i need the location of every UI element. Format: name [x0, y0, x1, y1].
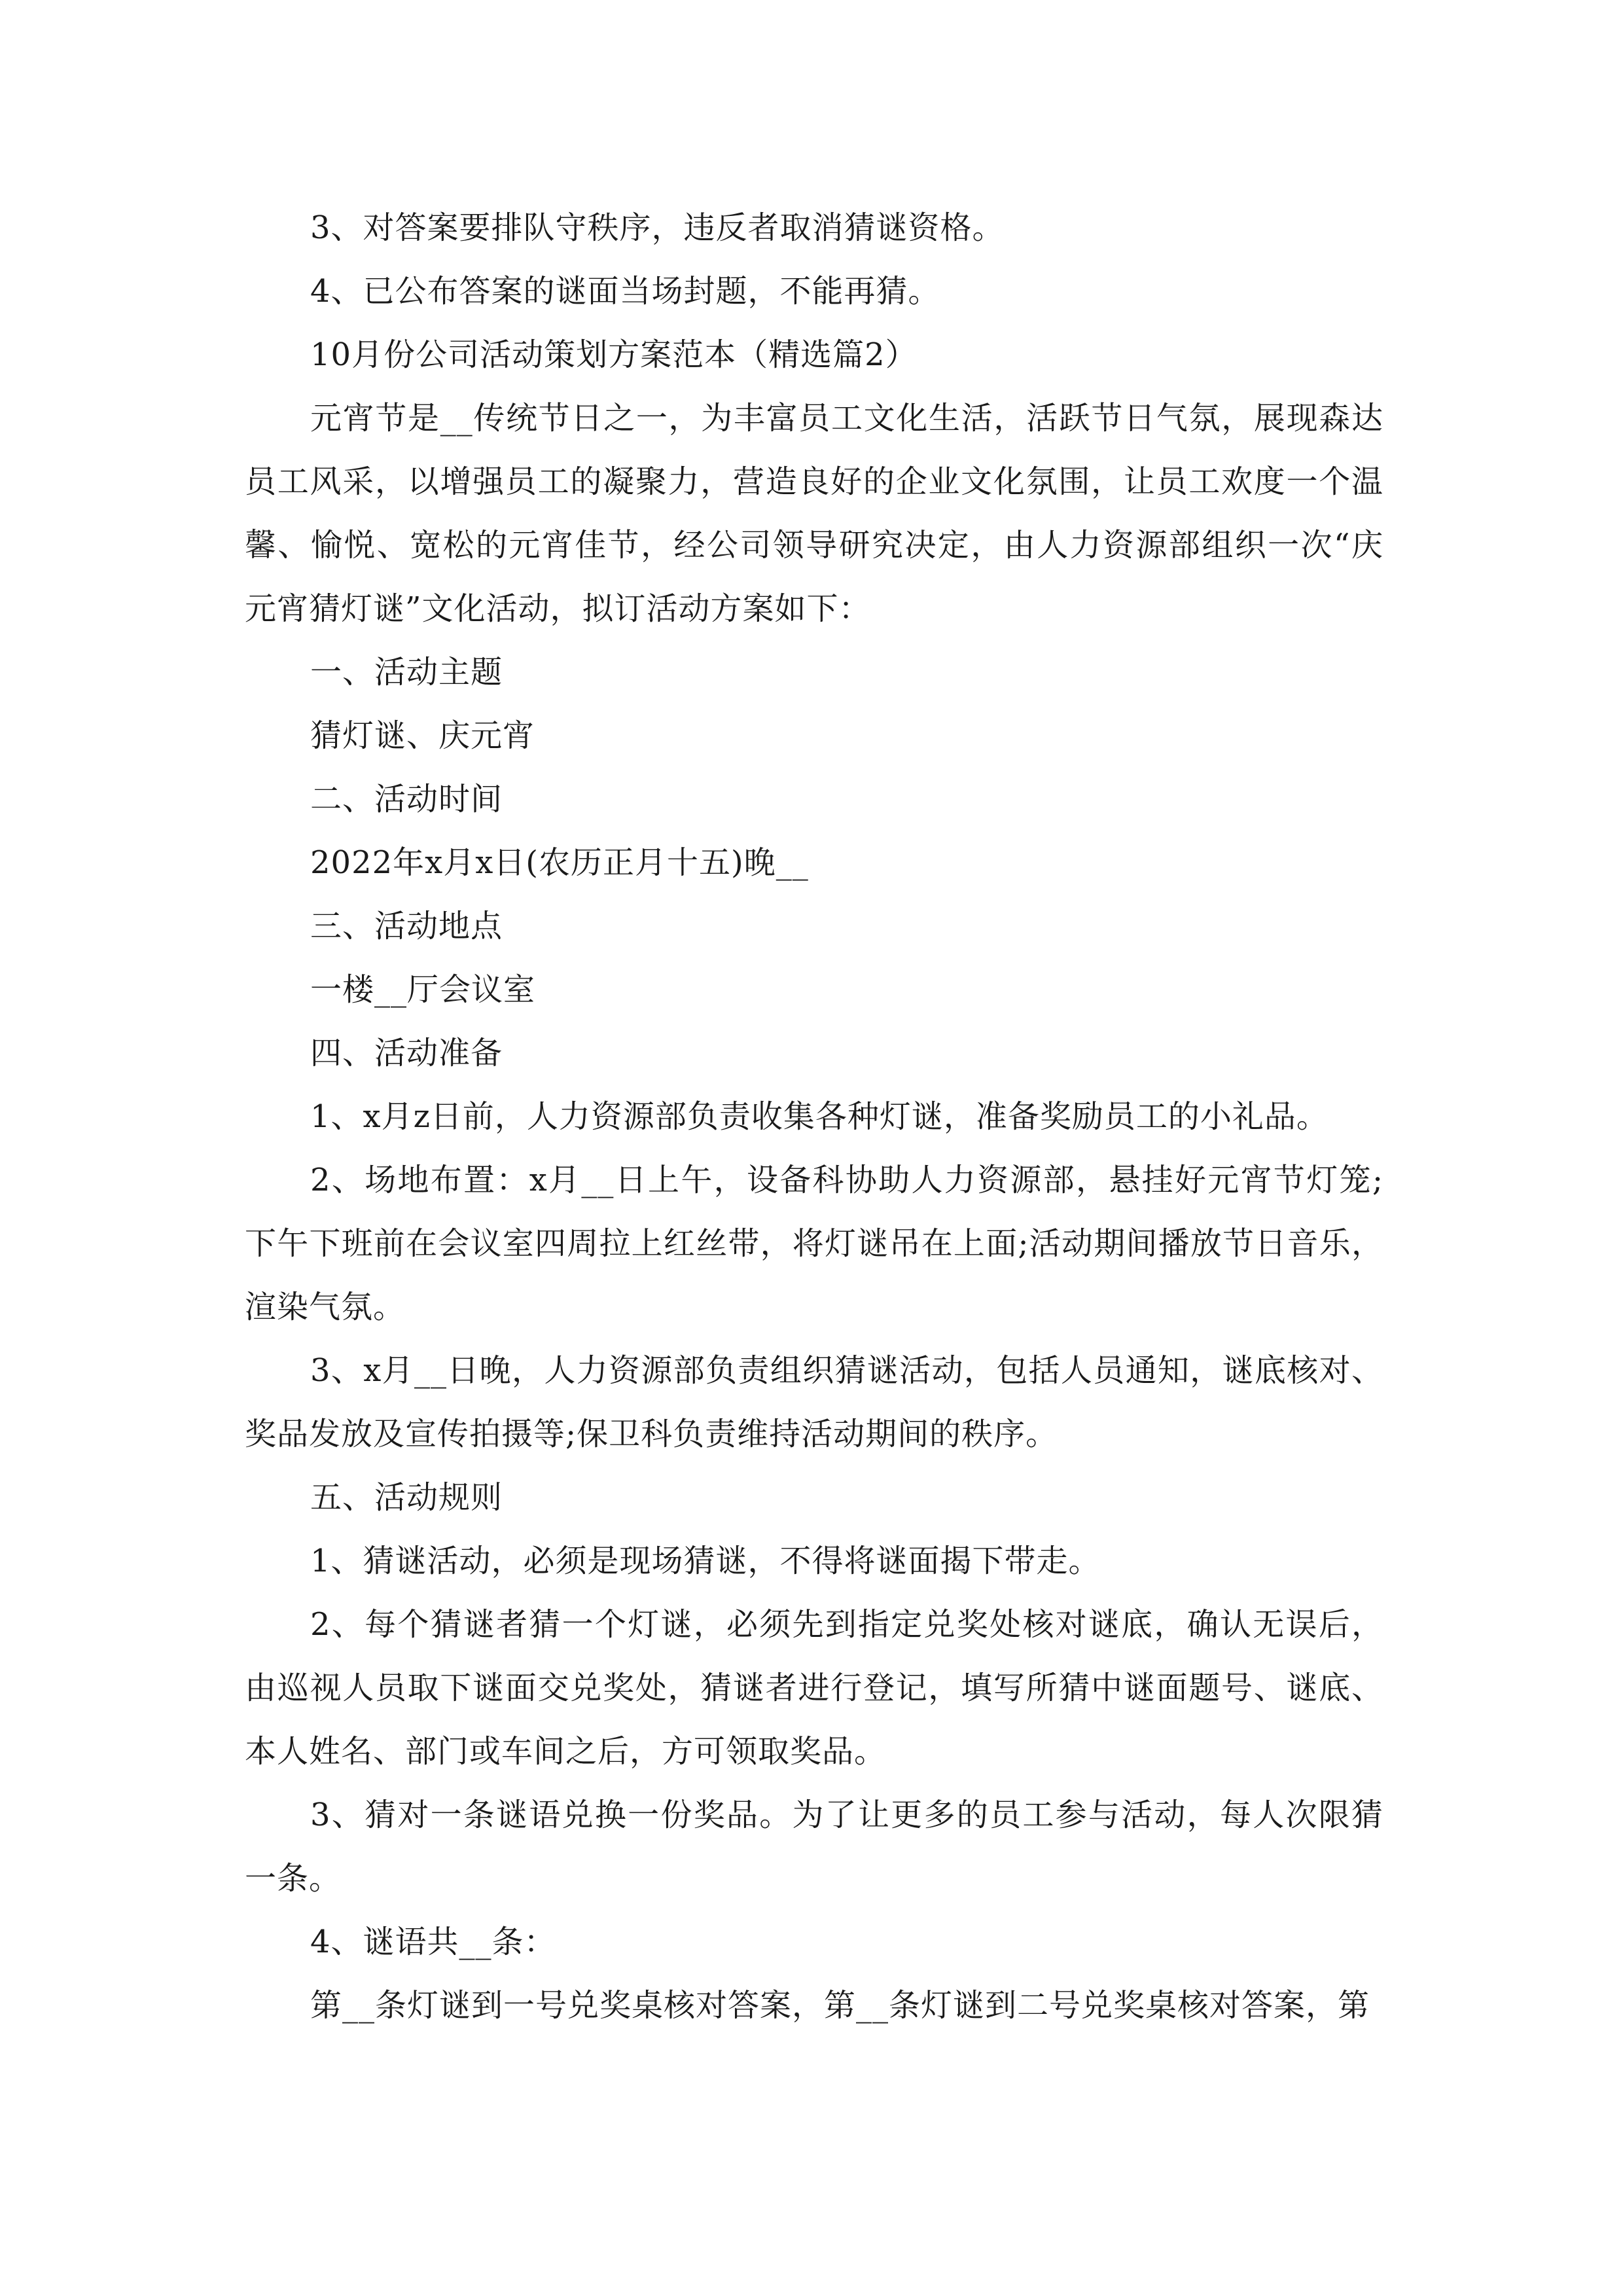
intro-paragraph: 元宵节是__传统节日之一，为丰富员工文化生活，活跃节日气氛，展现森达员工风采，以增强员工的凝聚力，营造良好的企业文化氛围，让员工欢度一个温馨、愉悦、宽松的元宵佳节，经公司领导研究决定，由人力资源部组织一次“庆元宵猜灯谜”文化活动，拟订活动方案如下：: [245, 400, 1383, 627]
rule-3-paragraph: 3、对答案要排队守秩序，违反者取消猜谜资格。: [310, 209, 1005, 246]
preparation-item-3: 3、x月__日晚，人力资源部负责组织猜谜活动，包括人员通知，谜底核对、奖品发放及宣传拍摄等;保卫科负责维持活动期间的秩序。: [245, 1352, 1383, 1452]
section-title: 10月份公司活动策划方案范本（精选篇2）: [310, 336, 918, 373]
time-text: 2022年x月x日(农历正月十五)晚__: [310, 844, 809, 881]
preparation-item-2: 2、场地布置：x月__日上午，设备科协助人力资源部，悬挂好元宵节灯笼;下午下班前在会议室四周拉上红丝带，将灯谜吊在上面;活动期间播放节日音乐，渲染气氛。: [245, 1162, 1383, 1325]
rules-item-4-detail: 第__条灯谜到一号兑奖桌核对答案，第__条灯谜到二号兑奖桌核对答案，第: [310, 1987, 1370, 2024]
rules-item-2: 2、每个猜谜者猜一个灯谜，必须先到指定兑奖处核对谜底，确认无误后，由巡视人员取下谜面交兑奖处，猜谜者进行登记，填写所猜中谜面题号、谜底、本人姓名、部门或车间之后，方可领取奖品。: [245, 1606, 1383, 1770]
rules-item-3: 3、猜对一条谜语兑换一份奖品。为了让更多的员工参与活动，每人次限猜一条。: [245, 1797, 1383, 1897]
rules-item-4: 4、谜语共__条：: [310, 1924, 556, 1960]
heading-location: 三、活动地点: [310, 908, 503, 944]
heading-time: 二、活动时间: [310, 781, 503, 817]
document-body: [245, 196, 1383, 2037]
preparation-item-1: 1、x月z日前，人力资源部负责收集各种灯谜，准备奖励员工的小礼品。: [310, 1098, 1329, 1135]
location-text: 一楼__厅会议室: [310, 971, 536, 1008]
heading-preparation: 四、活动准备: [310, 1035, 503, 1071]
heading-theme: 一、活动主题: [310, 654, 503, 691]
theme-text: 猜灯谜、庆元宵: [310, 717, 535, 754]
rule-4-paragraph: 4、已公布答案的谜面当场封题，不能再猜。: [310, 273, 940, 310]
rules-item-1: 1、猜谜活动，必须是现场猜谜，不得将谜面揭下带走。: [310, 1543, 1101, 1579]
heading-rules: 五、活动规则: [310, 1479, 503, 1516]
